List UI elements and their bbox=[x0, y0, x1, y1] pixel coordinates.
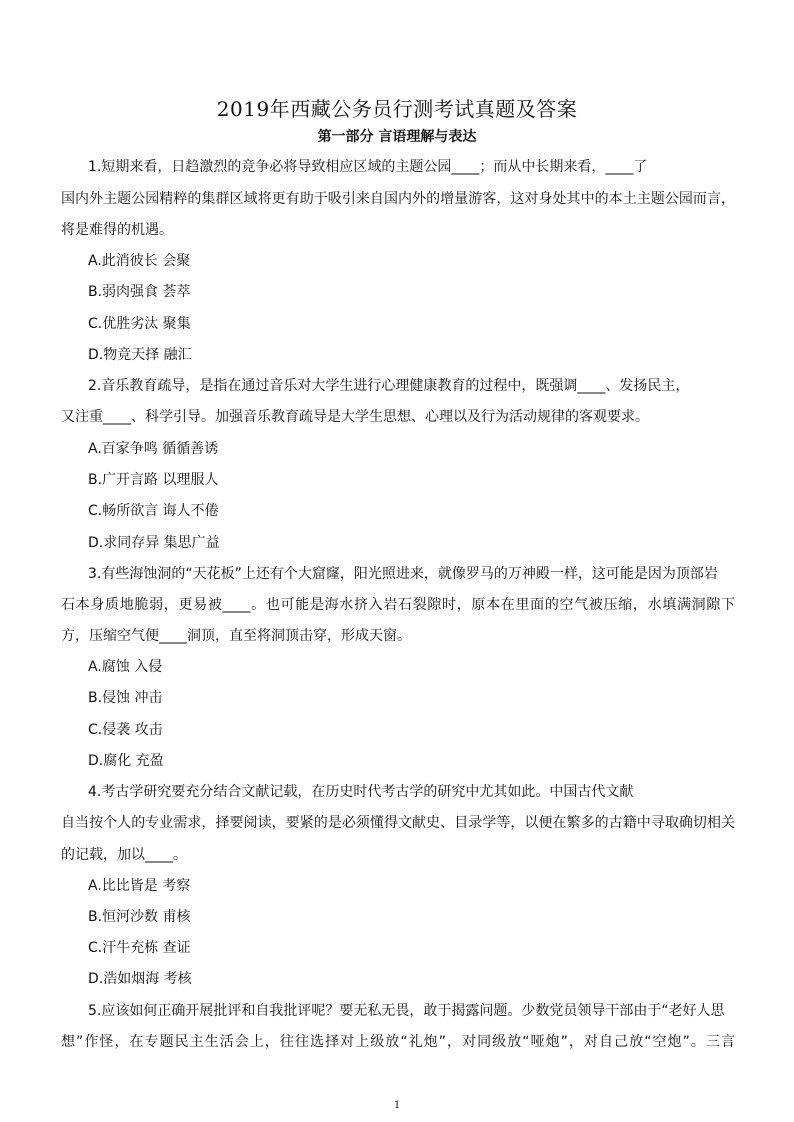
question-3-line-2: 石本身质地脆弱，更易被____。也可能是海水挤入岩石裂隙时，原本在里面的空气被压缩，水填满洞隙下 bbox=[61, 597, 735, 613]
question-1-option-b: B.弱肉强食 荟萃 bbox=[88, 284, 191, 300]
question-1-line-1: 1.短期来看，日趋激烈的竞争必将导致相应区域的主题公园____；而从中长期来看，____了 bbox=[88, 159, 648, 175]
question-1-option-d: D.物竞天择 融汇 bbox=[88, 347, 192, 363]
document-title: 2019年西藏公务员行测考试真题及答案 bbox=[216, 97, 578, 121]
question-3-option-d: D.腐化 充盈 bbox=[88, 753, 164, 769]
question-3-option-c: C.侵袭 攻击 bbox=[88, 722, 163, 738]
question-4-line-2: 自当按个人的专业需求，择要阅读，要紧的是必须懂得文献史、目录学等，以便在繁多的古籍中寻取确切相关 bbox=[61, 815, 735, 831]
question-1-option-a: A.此消彼长 会聚 bbox=[88, 253, 191, 269]
question-2-line-2: 又注重____、科学引导。加强音乐教育疏导是大学生思想、心理以及行为活动规律的客观要求。 bbox=[61, 409, 649, 425]
question-4-line-1: 4.考古学研究要充分结合文献记载，在历史时代考古学的研究中尤其如此。中国古代文献 bbox=[88, 784, 634, 800]
question-3-option-b: B.侵蚀 冲击 bbox=[88, 690, 163, 706]
question-2-option-a: A.百家争鸣 循循善诱 bbox=[88, 441, 219, 457]
question-4-line-3: 的记载，加以____。 bbox=[61, 847, 187, 863]
question-2-line-1: 2.音乐教育疏导，是指在通过音乐对大学生进行心理健康教育的过程中，既强调____、发扬民主， bbox=[88, 378, 690, 394]
page-number: 1 bbox=[393, 1100, 401, 1111]
section-heading: 第一部分 言语理解与表达 bbox=[317, 129, 477, 145]
question-4-option-d: D.浩如烟海 考核 bbox=[88, 971, 192, 987]
question-3-line-1: 3.有些海蚀洞的“天花板”上还有个大窟窿，阳光照进来，就像罗马的万神殿一样，这可能是因为顶部岩 bbox=[88, 566, 718, 582]
question-1-line-3: 将是难得的机遇。 bbox=[61, 222, 173, 238]
question-3-option-a: A.腐蚀 入侵 bbox=[88, 659, 163, 675]
question-5-line-1: 5.应该如何正确开展批评和自我批评呢？要无私无畏，敢于揭露问题。少数党员领导干部由于“老好人思 bbox=[88, 1003, 725, 1019]
question-4-option-c: C.汗牛充栋 查证 bbox=[88, 940, 191, 956]
question-2-option-b: B.广开言路 以理服人 bbox=[88, 472, 219, 488]
question-1-line-2: 国内外主题公园精粹的集群区域将更有助于吸引来自国内外的增量游客，这对身处其中的本土主题公园而言， bbox=[61, 191, 735, 207]
question-4-option-b: B.恒河沙数 甫核 bbox=[88, 909, 191, 925]
question-2-option-c: C.畅所欲言 诲人不倦 bbox=[88, 503, 219, 519]
question-1-option-c: C.优胜劣汰 聚集 bbox=[88, 316, 191, 332]
question-3-line-3: 方，压缩空气便____洞顶，直至将洞顶击穿，形成天窗。 bbox=[61, 628, 411, 644]
question-5-line-2: 想”作怪，在专题民主生活会上，往往选择对上级放“礼炮”，对同级放“哑炮”，对自己放“空炮”。三言 bbox=[61, 1034, 735, 1050]
question-4-option-a: A.比比皆是 考察 bbox=[88, 878, 191, 894]
question-2-option-d: D.求同存异 集思广益 bbox=[88, 535, 220, 551]
